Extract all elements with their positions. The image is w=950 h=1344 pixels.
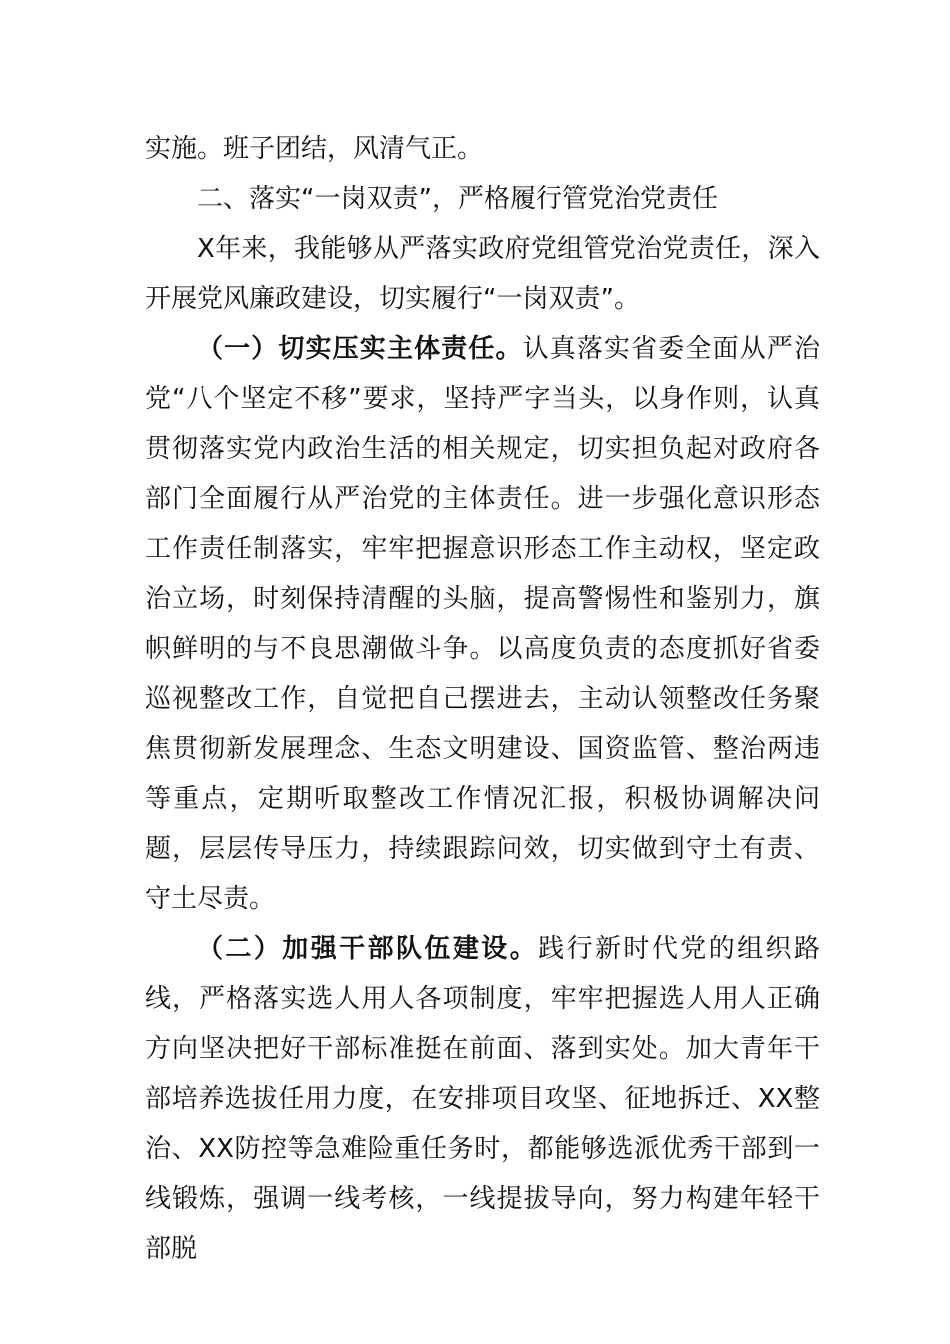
paragraph-continuation: 实施。班子团结，风清气正。 <box>145 134 484 164</box>
subsection-2-title: （二）加强干部队伍建设。 <box>197 934 539 964</box>
section-heading: 二、落实“一岗双责”，严格履行管党治党责任 <box>197 184 718 214</box>
subsection-1-paragraph <box>145 324 820 924</box>
subsection-1-body: 认真落实省委全面从严治党“八个坚定不移”要求，坚持严字当头，以身作则，认真贯彻落实党内政治生活的相关规定，切实担负起对政府各部门全面履行从严治党的主体责任。进一步强化意识形态工作责任制落实，牢牢把握意识形态工作主动权，坚定政治立场，时刻保持清醒的头脑，提高警惕性和鉴别力，旗帜鲜明的与不良思潮做斗争。以高度负责的态度抓好省委巡视整改工作，自觉把自己摆进去，主动认领整改任务聚焦贯彻新发展理念、生态文明建设、国资监管、整治两违等重点，定期听取整改工作情况汇报，积极协调解决问题，层层传导压力，持续跟踪问效，切实做到守土有责、守土尽责。 <box>145 334 820 914</box>
subsection-2-paragraph <box>145 924 820 1274</box>
document-page <box>145 124 820 1274</box>
subsection-1-title: （一）切实压实主体责任。 <box>197 334 523 364</box>
intro-paragraph: X年来，我能够从严落实政府党组管党治党责任，深入开展党风廉政建设，切实履行“一岗双责”。 <box>145 234 820 314</box>
subsection-2-body: 践行新时代党的组织路线，严格落实选人用人各项制度，牢牢把握选人用人正确方向坚决把好干部标准挺在前面、落到实处。加大青年干部培养选拔任用力度，在安排项目攻坚、征地拆迁、XX整治、XX防控等急难险重任务时，都能够选派优秀干部到一线锻炼，强调一线考核，一线提拔导向，努力构建年轻干部脱 <box>145 934 820 1264</box>
